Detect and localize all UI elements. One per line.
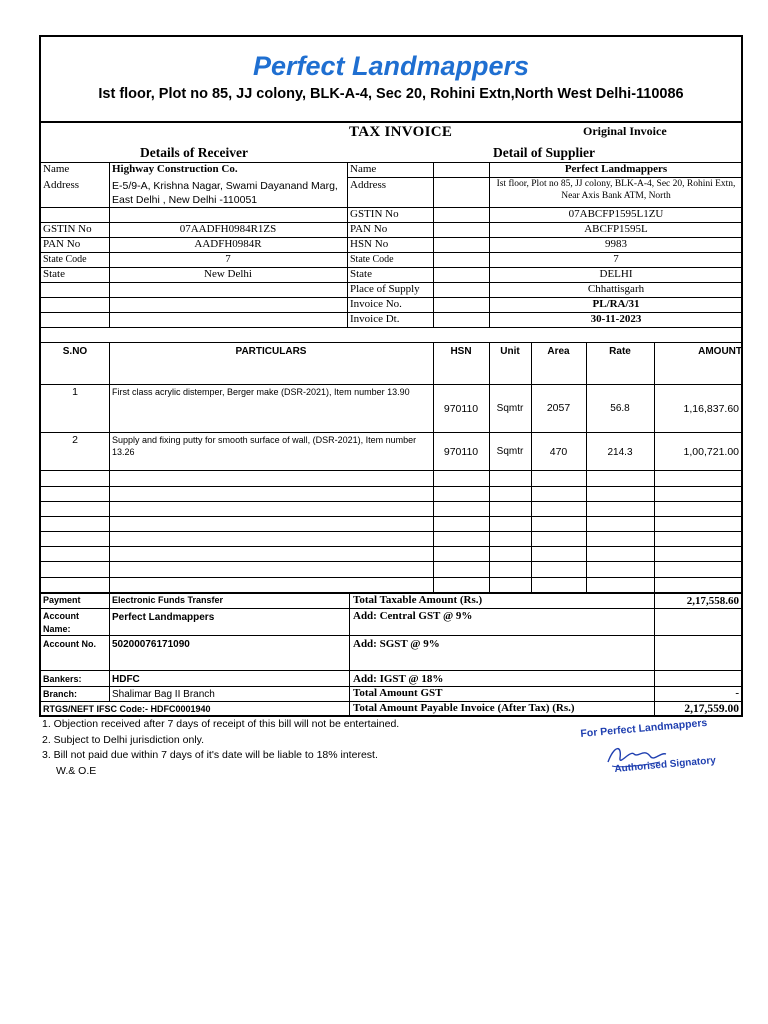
- supplier-state-label: State: [350, 268, 372, 280]
- stamp-company: For Perfect Landmappers: [580, 716, 708, 740]
- ifsc-code: RTGS/NEFT IFSC Code:- HDFC0001940: [43, 704, 211, 714]
- item-2-amount: 1,00,721.00: [683, 446, 739, 458]
- payable-label: Total Amount Payable Invoice (After Tax) (Rs.): [353, 702, 575, 714]
- col-amount: AMOUNT: [698, 346, 742, 357]
- receiver-gstin-label: GSTIN No: [43, 223, 92, 235]
- receiver-name-value: Highway Construction Co.: [112, 163, 238, 175]
- invoice-no-label: Invoice No.: [350, 298, 402, 310]
- divider: [109, 342, 110, 592]
- divider: [41, 577, 741, 578]
- note-1: 1. Objection received after 7 days of receipt of this bill will not be entertained.: [42, 718, 400, 730]
- divider: [41, 546, 741, 547]
- divider: [41, 342, 741, 343]
- company-address: Ist floor, Plot no 85, JJ colony, BLK-A-4, Sec 20, Rohini Extn,North West Delhi-110086: [98, 86, 684, 102]
- item-1-sno: 1: [72, 386, 78, 398]
- item-2-sno: 2: [72, 434, 78, 446]
- item-1-unit: Sqmtr: [496, 403, 524, 414]
- receiver-state-value: New Delhi: [204, 268, 252, 280]
- item-1-amount: 1,16,837.60: [683, 403, 739, 415]
- supplier-name-value: Perfect Landmappers: [564, 163, 668, 175]
- supplier-pan-label: PAN No: [350, 223, 388, 235]
- divider: [41, 635, 741, 636]
- col-hsn: HSN: [450, 346, 472, 357]
- place-of-supply-value: Chhattisgarh: [587, 283, 645, 295]
- item-1-rate: 56.8: [610, 403, 630, 414]
- divider: [489, 342, 490, 592]
- account-name-value: Perfect Landmappers: [112, 612, 215, 623]
- company-name: Perfect Landmappers: [252, 51, 530, 81]
- divider: [433, 162, 434, 327]
- supplier-statecode-label: State Code: [350, 254, 394, 265]
- invoice-date-value: 30-11-2023: [590, 313, 642, 325]
- item-2-area: 470: [549, 446, 568, 458]
- divider: [41, 516, 741, 517]
- receiver-address-value: E-5/9-A, Krishna Nagar, Swami Dayanand Marg, East Delhi , New Delhi -110051: [112, 180, 338, 206]
- supplier-address-value: Ist floor, Plot no 85, JJ colony, BLK-A-4, Sec 20, Rohini Extn, Near Axis Bank ATM, North: [496, 179, 736, 201]
- item-2-hsn: 970110: [443, 446, 479, 458]
- branch-value: Shalimar Bag II Branch: [112, 689, 215, 700]
- col-rate: Rate: [609, 346, 631, 357]
- bankers-value: HDFC: [112, 674, 140, 685]
- note-3: 3. Bill not paid due within 7 days of it's date will be liable to 18% interest.: [42, 749, 378, 761]
- copy-label: Original Invoice: [583, 124, 667, 138]
- col-sno: S.NO: [62, 346, 88, 357]
- item-1-hsn: 970110: [443, 403, 479, 415]
- invoice-sheet: [39, 35, 743, 717]
- divider: [41, 561, 741, 562]
- payment-value: Electronic Funds Transfer: [112, 595, 224, 605]
- total-gst-value: -: [735, 687, 739, 699]
- receiver-state-label: State: [43, 268, 65, 280]
- divider: [41, 384, 741, 385]
- supplier-hsn-value: 9983: [605, 238, 627, 250]
- item-1-particulars: First class acrylic distemper, Berger make (DSR-2021), Item number 13.90: [112, 387, 410, 397]
- divider: [109, 592, 110, 701]
- invoice-no-value: PL/RA/31: [592, 298, 640, 310]
- receiver-name-label: Name: [43, 163, 70, 175]
- supplier-gstin-value: 07ABCFP1595L1ZU: [568, 208, 664, 220]
- sgst-label: Add: SGST @ 9%: [353, 638, 440, 650]
- divider: [41, 327, 741, 328]
- receiver-statecode-label: State Code: [43, 254, 87, 265]
- divider: [531, 342, 532, 592]
- account-no-label: Account No.: [43, 639, 96, 649]
- supplier-pan-value: ABCFP1595L: [584, 223, 648, 235]
- divider: [433, 342, 434, 592]
- item-2-unit: Sqmtr: [496, 446, 524, 457]
- account-name-label: Account Name:: [43, 611, 79, 634]
- igst-label: Add: IGST @ 18%: [353, 673, 444, 685]
- receiver-address-label: Address: [43, 179, 80, 191]
- account-no-value: 50200076171090: [112, 639, 190, 650]
- item-2-rate: 214.3: [607, 447, 633, 458]
- supplier-hsn-label: HSN No: [350, 238, 389, 250]
- supplier-state-value: DELHI: [599, 268, 633, 280]
- taxable-value: 2,17,558.60: [686, 595, 739, 607]
- divider: [349, 592, 350, 717]
- bankers-label: Bankers:: [43, 674, 82, 684]
- divider: [41, 501, 741, 502]
- invoice-title: TAX INVOICE: [349, 124, 453, 140]
- note-woe: W.& O.E: [56, 765, 97, 777]
- receiver-pan-value: AADFH0984R: [194, 238, 262, 250]
- stamp-signatory: Authorised Signatory: [614, 755, 717, 775]
- item-2-particulars: Supply and fixing putty for smooth surface of wall, (DSR-2021), Item number 13.26: [112, 435, 417, 457]
- divider: [41, 486, 741, 487]
- supplier-statecode-value: 7: [613, 253, 619, 265]
- divider: [654, 342, 655, 592]
- receiver-heading: Details of Receiver: [140, 145, 248, 160]
- receiver-statecode-value: 7: [225, 253, 231, 265]
- supplier-name-label: Name: [350, 163, 377, 175]
- divider: [41, 121, 741, 123]
- supplier-heading: Detail of Supplier: [492, 145, 595, 160]
- supplier-gstin-label: GSTIN No: [350, 208, 399, 220]
- divider: [41, 531, 741, 532]
- divider: [347, 162, 348, 327]
- divider: [41, 608, 741, 609]
- payment-label: Payment: [43, 595, 81, 605]
- divider: [41, 670, 741, 671]
- supplier-address-label: Address: [350, 179, 387, 191]
- col-unit: Unit: [500, 346, 520, 357]
- col-particulars: PARTICULARS: [235, 346, 307, 357]
- item-1-area: 2057: [546, 402, 571, 414]
- receiver-pan-label: PAN No: [43, 238, 81, 250]
- total-gst-label: Total Amount GST: [353, 687, 443, 699]
- place-of-supply-label: Place of Supply: [350, 283, 420, 295]
- receiver-gstin-value: 07AADFH0984R1ZS: [179, 223, 277, 235]
- col-area: Area: [547, 346, 570, 357]
- divider: [41, 470, 741, 471]
- cgst-label: Add: Central GST @ 9%: [353, 610, 473, 622]
- branch-label: Branch:: [43, 689, 78, 699]
- divider: [41, 432, 741, 433]
- taxable-label: Total Taxable Amount (Rs.): [353, 594, 483, 606]
- payable-value: 2,17,559.00: [684, 703, 739, 715]
- invoice-date-label: Invoice Dt.: [350, 313, 400, 325]
- divider: [586, 342, 587, 592]
- note-2: 2. Subject to Delhi jurisdiction only.: [42, 734, 205, 746]
